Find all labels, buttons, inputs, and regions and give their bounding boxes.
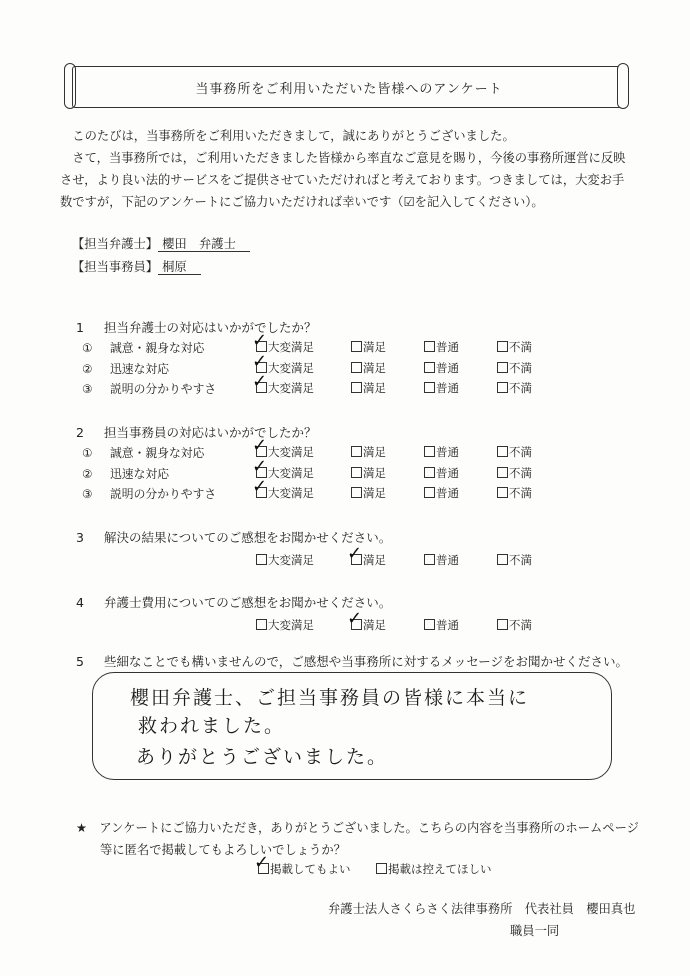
option-4[interactable] [497,465,532,481]
option-label: 不満 [509,381,532,395]
option-3[interactable] [424,617,459,633]
closing-line-1 [76,818,639,836]
handwritten-line: 救われました。 [138,715,286,737]
option-label: 不満 [509,486,532,500]
sub-item-number: ① [82,446,93,460]
option-label: 普通 [436,381,459,395]
check-mark-icon: ✓ [252,350,268,372]
option-checkbox[interactable] [497,554,508,565]
option-checkbox[interactable] [497,487,508,498]
intro-line: このたびは，当事務所をご利用いただきまして，誠にありがとうございました。 [60,129,515,143]
option-3[interactable] [424,360,459,376]
sub-item-text: 誠意・親身な対応 [110,446,205,460]
option-label: 不満 [509,445,532,459]
intro-line: 数ですが，下記のアンケートにご協力いただければ幸いです（☑を記入してください）。 [60,195,544,209]
sub-item-text: 説明の分かりやすさ [110,487,217,501]
check-mark-icon: ✓ [252,455,268,477]
option-label: 不満 [509,465,532,480]
question-number: 4 [76,595,84,610]
question-text: 弁護士費用についてのご感想をお聞かせください。 [104,595,392,610]
clerk-name: 桐原 [158,260,201,275]
option-label: 満足 [363,618,386,632]
sub-item-label [82,339,204,356]
sub-item-text: 迅速な対応 [110,361,169,376]
closing-text: アンケートにご協力いただき，ありがとうございました。こちらの内容を当事務所のホームページ [99,821,639,835]
option-checkbox[interactable] [351,467,362,478]
lawyer-name: 櫻田 弁護士 [158,237,250,252]
sub-item-number: ② [82,466,93,481]
signature-office: 弁護士法人さくらさく法律事務所 代表社員 櫻田真也 [328,902,636,916]
option-checkbox[interactable] [497,619,508,630]
check-mark-icon: ✓ [254,852,270,873]
option-2[interactable] [351,339,386,355]
banner-scroll-right [617,63,629,109]
option-label: 不満 [509,340,532,354]
option-2[interactable] [351,380,386,396]
option-3[interactable] [424,339,459,355]
option-label: 大変満足 [268,618,314,632]
option-checkbox[interactable] [424,362,435,373]
option-checkbox[interactable] [351,382,362,393]
sub-item-label [82,444,204,461]
option-4[interactable] [497,380,532,396]
publish-no-option[interactable] [376,861,492,877]
option-3[interactable] [424,380,459,396]
sub-item-text: 誠意・親身な対応 [110,341,205,355]
page-title: 当事務所をご利用いただいた皆様へのアンケート [72,66,626,108]
option-checkbox[interactable] [497,382,508,393]
option-checkbox[interactable] [351,362,362,373]
handwritten-line: 櫻田弁護士、ご担当事務員の皆様に本当に [130,687,530,709]
option-checkbox[interactable] [424,554,435,565]
signature-staff: 職員一同 [510,924,560,938]
option-4[interactable] [497,552,532,568]
option-label: 満足 [363,381,386,395]
option-label: 満足 [363,445,386,459]
option-checkbox[interactable] [424,341,435,352]
sub-item-text: 説明の分かりやすさ [110,382,217,396]
check-mark-icon: ✓ [252,476,268,497]
sub-item-text: 迅速な対応 [110,466,169,481]
option-checkbox[interactable] [351,446,362,457]
sub-item-label [82,465,169,482]
option-1[interactable] [256,617,314,633]
option-checkbox[interactable] [424,467,435,478]
option-checkbox[interactable] [424,382,435,393]
question-number: 2 [76,425,84,440]
option-label: 大変満足 [268,340,314,354]
option-4[interactable] [497,617,532,633]
option-checkbox[interactable] [497,446,508,457]
check-mark-icon: ✓ [252,330,268,351]
option-checkbox[interactable] [424,619,435,630]
sub-item-label [82,485,216,502]
option-checkbox[interactable] [424,446,435,457]
option-checkbox[interactable] [497,341,508,352]
option-label: 普通 [436,360,459,375]
option-3[interactable] [424,552,459,568]
publish-yes-label: 掲載してもよい [270,862,351,876]
question-3 [76,528,391,546]
option-label: 普通 [436,340,459,354]
option-label: 満足 [363,486,386,500]
option-2[interactable] [351,444,386,460]
sub-item-label [82,360,169,377]
sub-item-number: ② [82,361,93,376]
star-icon: ★ [76,821,88,835]
option-label: 普通 [436,486,459,500]
option-checkbox[interactable] [497,467,508,478]
question-4 [76,593,391,611]
option-label: 満足 [363,553,386,567]
publish-yes-option[interactable] [258,861,351,877]
sub-item-number: ③ [82,382,93,396]
check-mark-icon: ✓ [347,543,363,564]
option-label: 普通 [436,465,459,480]
intro-line: させ，より良い法的サービスをご提供させていただければと考えております。つきましては，大変お手 [60,173,625,187]
check-mark-icon: ✓ [252,371,268,392]
option-label: 大変満足 [268,553,314,567]
publish-no-checkbox[interactable] [376,863,387,874]
option-checkbox[interactable] [424,487,435,498]
option-3[interactable] [424,485,459,501]
option-label: 大変満足 [268,381,314,395]
option-4[interactable] [497,339,532,355]
option-label: 満足 [363,360,386,375]
option-3[interactable] [424,444,459,460]
sub-item-label [82,380,216,397]
option-label: 普通 [436,445,459,459]
option-4[interactable] [497,485,532,501]
question-text: 解決の結果についてのご感想をお聞かせください。 [104,530,392,545]
question-text: 担当弁護士の対応はいかがでしたか？ [104,320,317,335]
intro-line: さて，当事務所では，ご利用いただきました皆様から率直なご意見を賜り，今後の事務所運営に反映 [60,151,626,165]
lawyer-label: 【担当弁護士】 [72,237,159,251]
option-checkbox[interactable] [497,362,508,373]
clerk-label: 【担当事務員】 [72,260,159,274]
option-2[interactable] [351,485,386,501]
publish-no-label: 掲載は控えてほしい [388,862,492,876]
option-label: 満足 [363,465,386,480]
option-label: 大変満足 [268,360,314,375]
question-number: 3 [76,530,84,545]
question-1 [76,318,317,336]
option-4[interactable] [497,444,532,460]
sub-item-number: ③ [82,487,93,501]
sub-item-number: ① [82,341,93,355]
closing-line-2: 等に匿名で掲載してもよろしいでしょうか？ [100,843,346,857]
check-mark-icon: ✓ [347,608,363,629]
option-label: 満足 [363,340,386,354]
intro-text [60,125,640,213]
option-label: 大変満足 [268,445,314,459]
option-checkbox[interactable] [256,554,267,565]
question-number: 5 [76,654,84,669]
question-number: 1 [76,320,84,335]
option-label: 不満 [509,618,532,632]
option-2[interactable] [351,360,386,376]
option-label: 不満 [509,360,532,375]
option-checkbox[interactable] [256,619,267,630]
check-mark-icon: ✓ [252,435,268,456]
question-2 [76,423,317,441]
option-label: 大変満足 [268,465,314,480]
option-checkbox[interactable] [351,341,362,352]
option-3[interactable] [424,465,459,481]
option-checkbox[interactable] [351,487,362,498]
question-text: 些細なことでも構いませんので，ご感想や当事務所に対するメッセージをお聞かせください。 [104,654,629,669]
clerk-row [72,257,201,275]
option-label: 普通 [436,618,459,632]
question-text: 担当事務員の対応はいかがでしたか？ [104,425,317,440]
handwritten-line: ありがとうございました。 [136,746,389,768]
option-2[interactable] [351,465,386,481]
question-5 [76,652,628,670]
lawyer-row [72,234,250,252]
option-label: 不満 [509,553,532,567]
option-4[interactable] [497,360,532,376]
option-label: 大変満足 [268,486,314,500]
option-1[interactable] [256,552,314,568]
option-label: 普通 [436,553,459,567]
